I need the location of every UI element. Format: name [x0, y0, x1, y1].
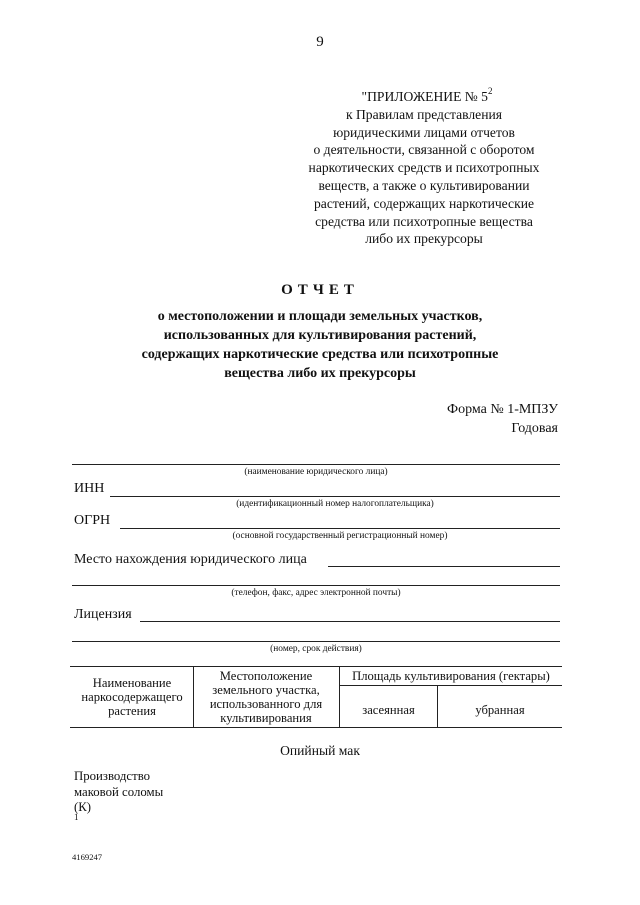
- header-text: культивирования: [220, 711, 312, 725]
- ogrn-caption: (основной государственный регистрационный номер): [232, 531, 448, 541]
- location-label: Место нахождения юридического лица: [74, 552, 307, 567]
- contacts-caption: (телефон, факс, адрес электронной почты): [231, 588, 401, 598]
- poppy-straw-row-label: [74, 769, 163, 831]
- header-text: земельного участка,: [212, 683, 320, 697]
- appendix-heading-text: "ПРИЛОЖЕНИЕ № 5: [361, 89, 488, 104]
- license-details-field[interactable]: [72, 641, 560, 642]
- contacts-field[interactable]: [72, 585, 560, 586]
- ogrn-field[interactable]: [120, 528, 560, 529]
- straw-line-last: [74, 800, 163, 831]
- document-code: 4169247: [72, 852, 103, 862]
- header-harvested: убранная: [475, 703, 525, 717]
- form-period: Годовая: [511, 421, 558, 436]
- ogrn-label: ОГРН: [74, 513, 111, 528]
- appendix-line: растений, содержащих наркотические: [313, 195, 534, 211]
- appendix-line: средства или психотропные вещества: [315, 213, 533, 229]
- license-label: Лицензия: [74, 607, 132, 622]
- appendix-line: юридическими лицами отчетов: [333, 124, 515, 140]
- appendix-header: [290, 88, 558, 248]
- table-border-bottom: [70, 727, 562, 728]
- entity-name-caption: (наименование юридического лица): [244, 467, 388, 477]
- page-number: 9: [316, 34, 324, 50]
- subtitle-line: содержащих наркотические средства или психотропные: [141, 347, 499, 362]
- header-sown: засеянная: [362, 703, 415, 717]
- header-plant-name: [72, 676, 192, 718]
- header-text: наркосодержащего: [81, 690, 183, 704]
- appendix-line: о деятельности, связанной с оборотом: [313, 142, 535, 158]
- license-caption: (номер, срок действия): [270, 644, 362, 654]
- report-title: ОТЧЕТ: [281, 282, 359, 298]
- header-text: Наименование: [92, 676, 172, 690]
- appendix-line: к Правилам представления: [345, 106, 503, 122]
- straw-footnote-sup: 1: [74, 812, 79, 823]
- straw-line: Производство: [74, 769, 151, 783]
- inn-field[interactable]: [110, 496, 560, 497]
- appendix-heading: [290, 88, 558, 106]
- appendix-line: либо их прекурсоры: [365, 231, 483, 247]
- header-text: Местоположение: [219, 669, 313, 683]
- subtitle-line: о местоположении и площади земельных участков,: [157, 309, 483, 324]
- header-cultivation-area: Площадь культивирования (гектары): [352, 669, 550, 683]
- form-number: Форма № 1-МПЗУ: [447, 402, 558, 417]
- header-plot-location: [194, 669, 338, 725]
- subtitle-line: вещества либо их прекурсоры: [224, 366, 416, 381]
- opium-poppy-heading: Опийный мак: [280, 743, 360, 758]
- appendix-heading-sup: 2: [487, 86, 493, 97]
- report-subtitle: [100, 307, 540, 383]
- entity-name-field[interactable]: [72, 464, 560, 465]
- inn-caption: (идентификационный номер налогоплательщика): [236, 499, 434, 509]
- straw-line: маковой соломы: [74, 784, 164, 799]
- appendix-line: веществ, а также о культивировании: [318, 177, 530, 193]
- table-area-divider: [339, 685, 562, 686]
- license-field[interactable]: [140, 621, 560, 622]
- header-text: растения: [108, 704, 156, 718]
- appendix-line: наркотических средств и психотропных: [308, 160, 540, 176]
- form-info: [447, 400, 558, 438]
- header-text: использованного для: [209, 697, 323, 711]
- subtitle-line: использованных для культивирования растений,: [163, 328, 477, 343]
- straw-line: (К): [74, 800, 92, 814]
- inn-label: ИНН: [74, 481, 105, 496]
- location-field[interactable]: [328, 566, 560, 567]
- table-border-top: [70, 666, 562, 667]
